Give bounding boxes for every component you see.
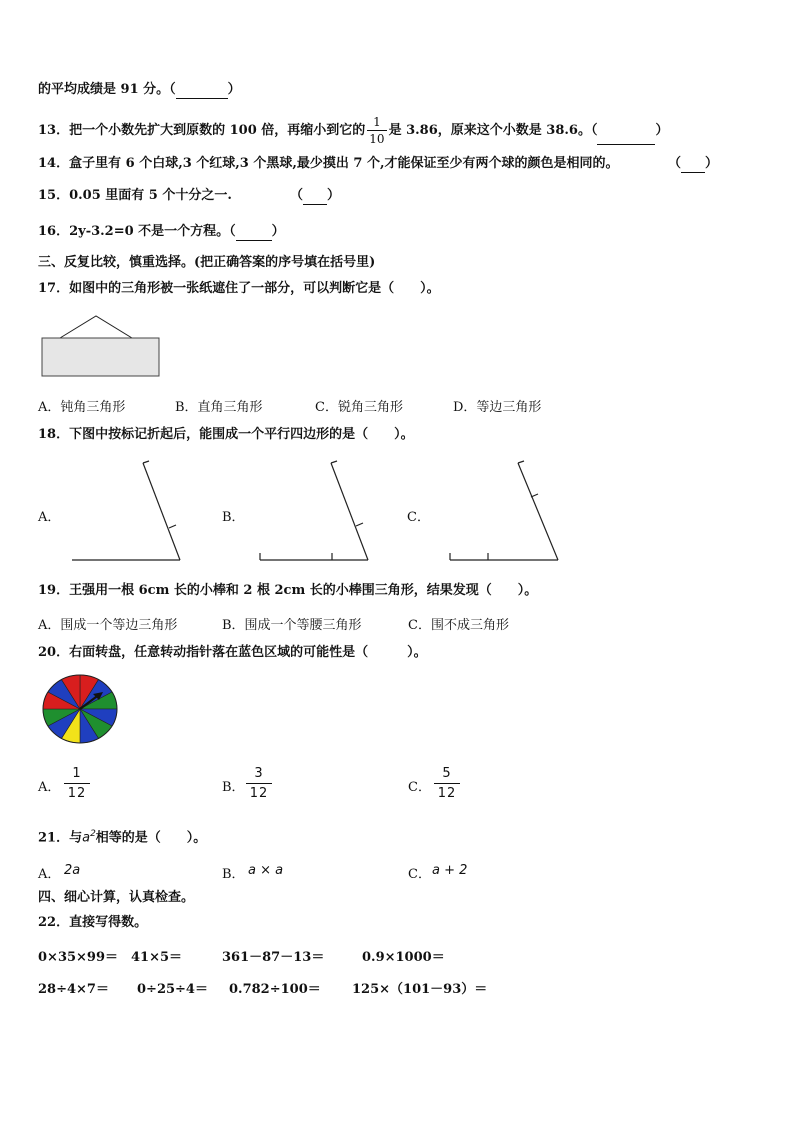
- q18-label-b[interactable]: B．: [222, 510, 245, 525]
- calc-item[interactable]: 0÷25÷4＝: [137, 982, 208, 997]
- calc-item[interactable]: 28÷4×7＝: [38, 982, 109, 997]
- calc-item[interactable]: 0.9×1000＝: [362, 950, 445, 965]
- q19-option-a[interactable]: A．围成一个等边三角形: [38, 618, 178, 633]
- math-a: a: [82, 830, 91, 846]
- q21-label-c[interactable]: C．: [408, 867, 431, 882]
- question-19: 19．王强用一根 6cm 长的小棒和 2 根 2cm 长的小棒围三角形，结果发现（ ）。: [38, 583, 538, 598]
- q18-label-a[interactable]: A．: [38, 510, 61, 525]
- q20-option-a[interactable]: 1 12: [64, 766, 90, 801]
- fraction-one-tenth: $\frac{1}{10}$: [369, 115, 385, 146]
- calc-item[interactable]: 0.782÷100＝: [229, 982, 321, 997]
- q17-option-b[interactable]: B．直角三角形: [175, 400, 263, 415]
- q21-option-a[interactable]: 2a: [64, 863, 81, 878]
- question-14-paren: （ ）: [668, 156, 719, 171]
- answer-blank[interactable]: [176, 85, 228, 99]
- q21-label-b[interactable]: B．: [222, 867, 245, 882]
- q21-label-a[interactable]: A．: [38, 867, 61, 882]
- q20-label-b[interactable]: B．: [222, 780, 245, 795]
- q18-figure-b: [258, 460, 373, 564]
- q20-label-a[interactable]: A．: [38, 780, 61, 795]
- q12-tail: 的平均成绩是 91 分。（ ）: [38, 82, 241, 97]
- triangle-covered-figure: [40, 314, 162, 380]
- question-17: 17．如图中的三角形被一张纸遮住了一部分，可以判断它是（ ）。: [38, 281, 440, 296]
- question-18: 18．下图中按标记折起后，能围成一个平行四边形的是（ ）。: [38, 427, 414, 442]
- q17-option-a[interactable]: A．钝角三角形: [38, 400, 126, 415]
- q19-option-c[interactable]: C．围不成三角形: [408, 618, 509, 633]
- answer-blank[interactable]: [303, 191, 327, 205]
- question-20: 20．右面转盘，任意转动指针落在蓝色区域的可能性是（ ）。: [38, 645, 427, 660]
- section-4-heading: 四、细心计算，认真检查。: [38, 890, 195, 905]
- calc-item[interactable]: 41×5＝: [131, 950, 183, 965]
- question-15: 15．0.05 里面有 5 个十分之一.: [38, 188, 232, 203]
- answer-blank[interactable]: [681, 159, 705, 173]
- q20-option-b[interactable]: 3 12: [246, 766, 272, 801]
- section-3-heading: 三、反复比较，慎重选择。(把正确答案的序号填在括号里): [38, 255, 376, 270]
- spinner-wheel: [41, 673, 119, 745]
- calc-item[interactable]: 0×35×99＝: [38, 950, 119, 965]
- answer-blank[interactable]: [236, 227, 272, 241]
- q21-option-b[interactable]: a × a: [248, 863, 284, 878]
- q18-figure-a: [70, 460, 185, 564]
- calc-item[interactable]: 125×（101－93）＝: [352, 982, 488, 997]
- question-13: 13．把一个小数先扩大到原数的 100 倍，再缩小到它的 $\frac{1}{10}$ 是 3.86，原来这个小数是 38.6。（ ）: [38, 115, 669, 146]
- calc-item[interactable]: 361－87－13＝: [222, 950, 325, 965]
- q20-label-c[interactable]: C．: [408, 780, 431, 795]
- q17-option-c[interactable]: C．锐角三角形: [315, 400, 403, 415]
- q21-option-c[interactable]: a + 2: [432, 863, 468, 878]
- question-21: 21．与$a^2$相等的是（ ）。: [38, 829, 207, 846]
- q17-option-d[interactable]: D．等边三角形: [453, 400, 542, 415]
- question-14: 14．盒子里有 6 个白球,3 个红球,3 个黑球,最少摸出 7 个,才能保证至少有两个球的颜色是相同的。: [38, 156, 619, 171]
- answer-blank[interactable]: [597, 131, 655, 145]
- q18-figure-c: [448, 460, 563, 564]
- q18-label-c[interactable]: C．: [407, 510, 430, 525]
- q19-option-b[interactable]: B．围成一个等腰三角形: [222, 618, 362, 633]
- question-22: 22．直接写得数。: [38, 915, 148, 930]
- question-15-paren: （ ）: [290, 188, 341, 203]
- question-16: 16．2y-3.2=0 不是一个方程。（ ）: [38, 224, 285, 239]
- q20-option-c[interactable]: 5 12: [434, 766, 460, 801]
